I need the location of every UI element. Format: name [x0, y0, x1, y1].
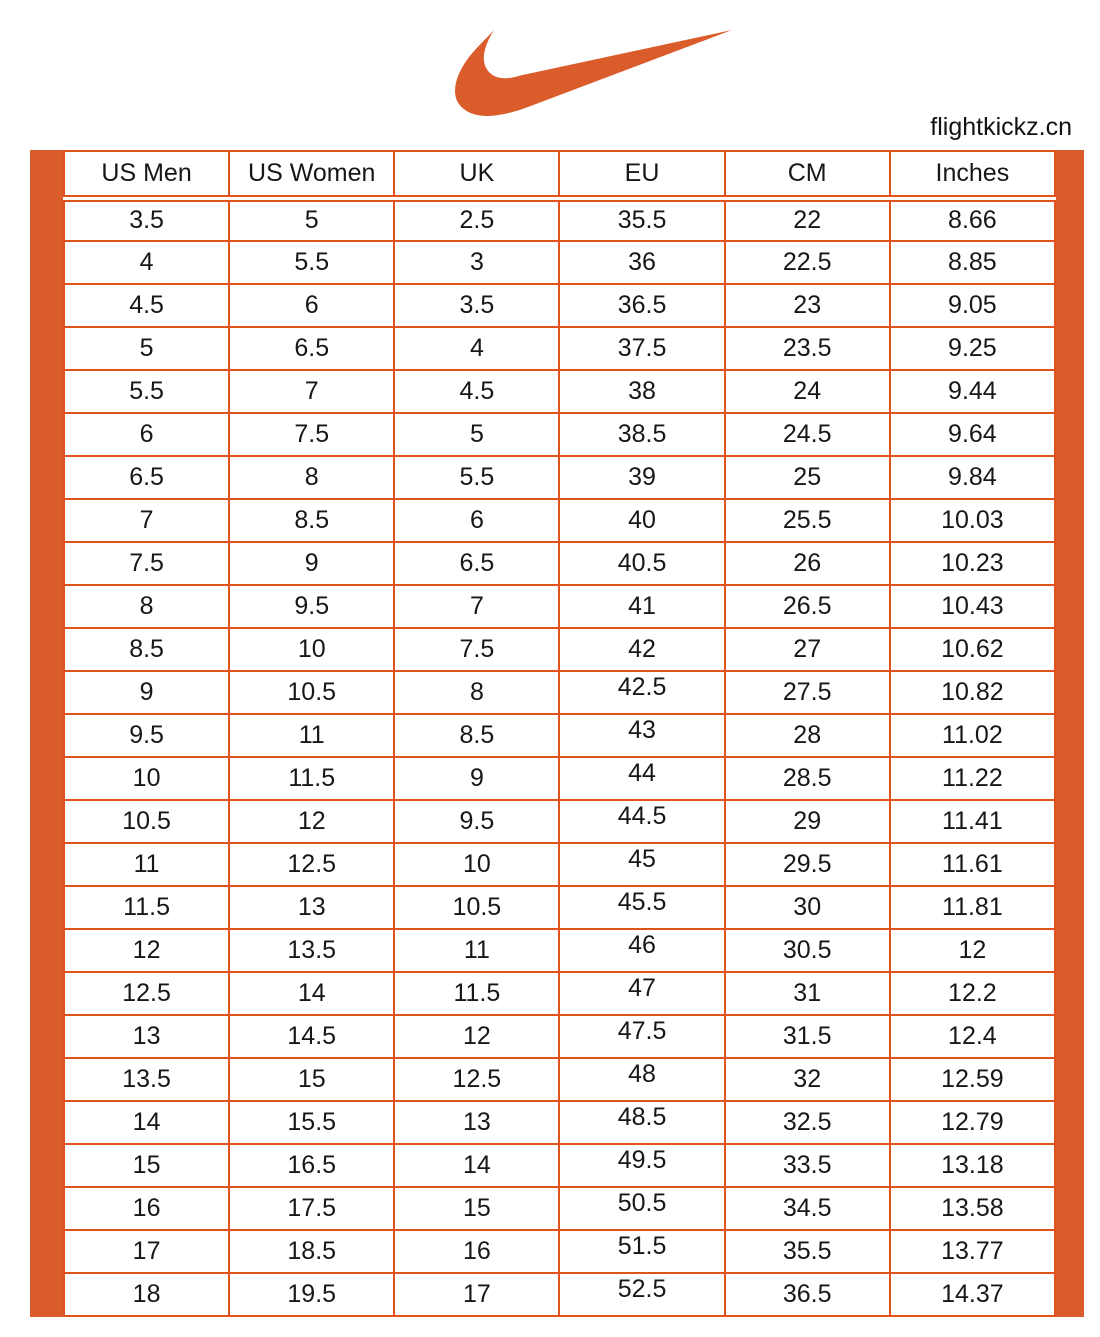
table-cell: 7: [64, 499, 229, 542]
table-cell: 11.81: [890, 886, 1055, 929]
table-cell: 29.5: [725, 843, 890, 886]
table-cell: 36.5: [725, 1273, 890, 1316]
table-row: [64, 456, 1055, 499]
table-cell: 14: [64, 1101, 229, 1144]
table-cell: 25.5: [725, 499, 890, 542]
table-cell: 6.5: [394, 542, 559, 585]
nike-swoosh-icon: [455, 28, 732, 118]
table-cell: 30.5: [725, 929, 890, 972]
table-cell: 11.41: [890, 800, 1055, 843]
table-cell: 15: [229, 1058, 394, 1101]
table-cell: 47.5: [559, 1015, 724, 1058]
table-cell: 4.5: [64, 284, 229, 327]
table-cell: 9.5: [64, 714, 229, 757]
table-cell: 11.5: [394, 972, 559, 1015]
table-cell: 47: [559, 972, 724, 1015]
table-cell: 13.58: [890, 1187, 1055, 1230]
table-cell: 5: [394, 413, 559, 456]
table-cell: 15.5: [229, 1101, 394, 1144]
table-cell: 4: [394, 327, 559, 370]
table-cell: 10: [394, 843, 559, 886]
table-cell: 13.5: [64, 1058, 229, 1101]
table-cell: 10.62: [890, 628, 1055, 671]
table-cell: 4: [64, 241, 229, 284]
table-row: [64, 843, 1055, 886]
table-cell: 38.5: [559, 413, 724, 456]
table-cell: 10.03: [890, 499, 1055, 542]
table-cell: 12.79: [890, 1101, 1055, 1144]
table-cell: 26: [725, 542, 890, 585]
table-cell: 5: [229, 198, 394, 241]
table-row: [64, 370, 1055, 413]
table-row: [64, 972, 1055, 1015]
table-cell: 9.84: [890, 456, 1055, 499]
table-cell: 25: [725, 456, 890, 499]
table-cell: 10.5: [229, 671, 394, 714]
table-row: [64, 241, 1055, 284]
table-cell: 14.5: [229, 1015, 394, 1058]
table-cell: 8.85: [890, 241, 1055, 284]
table-cell: 14: [394, 1144, 559, 1187]
table-cell: 35.5: [559, 198, 724, 241]
column-header-uk: UK: [394, 151, 559, 198]
table-cell: 10.43: [890, 585, 1055, 628]
table-cell: 7.5: [229, 413, 394, 456]
table-cell: 41: [559, 585, 724, 628]
column-header-us-men: US Men: [64, 151, 229, 198]
table-cell: 45.5: [559, 886, 724, 929]
table-cell: 31: [725, 972, 890, 1015]
table-row: [64, 542, 1055, 585]
table-cell: 13.18: [890, 1144, 1055, 1187]
table-cell: 3.5: [394, 284, 559, 327]
table-row: [64, 1101, 1055, 1144]
table-row: [64, 1230, 1055, 1273]
table-cell: 11.02: [890, 714, 1055, 757]
table-cell: 9.44: [890, 370, 1055, 413]
table-cell: 40: [559, 499, 724, 542]
table-cell: 29: [725, 800, 890, 843]
table-cell: 9.64: [890, 413, 1055, 456]
table-cell: 6: [394, 499, 559, 542]
table-cell: 23: [725, 284, 890, 327]
table-cell: 27.5: [725, 671, 890, 714]
table-cell: 12: [64, 929, 229, 972]
table-cell: 16.5: [229, 1144, 394, 1187]
table-cell: 18: [64, 1273, 229, 1316]
table-cell: 35.5: [725, 1230, 890, 1273]
table-cell: 10.5: [64, 800, 229, 843]
size-table-body: [64, 198, 1055, 1316]
table-cell: 30: [725, 886, 890, 929]
table-cell: 8: [394, 671, 559, 714]
table-cell: 5: [64, 327, 229, 370]
table-cell: 12.5: [229, 843, 394, 886]
table-cell: 51.5: [559, 1230, 724, 1273]
table-cell: 42.5: [559, 671, 724, 714]
table-cell: 10: [64, 757, 229, 800]
table-cell: 9.5: [394, 800, 559, 843]
table-cell: 7: [229, 370, 394, 413]
table-cell: 27: [725, 628, 890, 671]
table-cell: 16: [394, 1230, 559, 1273]
watermark-text: flightkickz.cn: [930, 113, 1072, 141]
table-row: [64, 1187, 1055, 1230]
table-cell: 39: [559, 456, 724, 499]
table-row: [64, 628, 1055, 671]
table-cell: 12.5: [64, 972, 229, 1015]
table-cell: 11.5: [64, 886, 229, 929]
column-header-inches: Inches: [890, 151, 1055, 198]
table-cell: 46: [559, 929, 724, 972]
table-cell: 37.5: [559, 327, 724, 370]
column-header-cm: CM: [725, 151, 890, 198]
header-row: [64, 151, 1055, 198]
table-cell: 23.5: [725, 327, 890, 370]
size-conversion-table: [63, 150, 1056, 1317]
table-cell: 24.5: [725, 413, 890, 456]
table-row: [64, 499, 1055, 542]
table-row: [64, 714, 1055, 757]
table-cell: 9.25: [890, 327, 1055, 370]
table-row: [64, 284, 1055, 327]
table-cell: 40.5: [559, 542, 724, 585]
table-cell: 12.4: [890, 1015, 1055, 1058]
table-cell: 6.5: [229, 327, 394, 370]
table-row: [64, 413, 1055, 456]
table-cell: 11: [229, 714, 394, 757]
table-cell: 9: [229, 542, 394, 585]
table-cell: 12.2: [890, 972, 1055, 1015]
table-cell: 10: [229, 628, 394, 671]
table-cell: 50.5: [559, 1187, 724, 1230]
table-cell: 38: [559, 370, 724, 413]
table-cell: 7.5: [394, 628, 559, 671]
table-cell: 13: [64, 1015, 229, 1058]
table-cell: 12: [890, 929, 1055, 972]
right-accent-bar: [1056, 150, 1084, 1317]
left-accent-bar: [30, 150, 63, 1317]
table-cell: 18.5: [229, 1230, 394, 1273]
table-cell: 8.5: [229, 499, 394, 542]
table-cell: 36.5: [559, 284, 724, 327]
table-cell: 10.23: [890, 542, 1055, 585]
table-cell: 5.5: [229, 241, 394, 284]
table-cell: 24: [725, 370, 890, 413]
table-cell: 16: [64, 1187, 229, 1230]
column-header-us-women: US Women: [229, 151, 394, 198]
table-cell: 22: [725, 198, 890, 241]
table-cell: 32.5: [725, 1101, 890, 1144]
table-row: [64, 585, 1055, 628]
table-cell: 3.5: [64, 198, 229, 241]
table-cell: 11.61: [890, 843, 1055, 886]
table-cell: 13: [229, 886, 394, 929]
table-cell: 48: [559, 1058, 724, 1101]
table-cell: 15: [64, 1144, 229, 1187]
table-cell: 7.5: [64, 542, 229, 585]
table-row: [64, 1015, 1055, 1058]
table-cell: 43: [559, 714, 724, 757]
table-cell: 33.5: [725, 1144, 890, 1187]
table-cell: 31.5: [725, 1015, 890, 1058]
table-cell: 44.5: [559, 800, 724, 843]
table-cell: 11.5: [229, 757, 394, 800]
table-cell: 28: [725, 714, 890, 757]
table-cell: 11: [64, 843, 229, 886]
table-cell: 13.77: [890, 1230, 1055, 1273]
table-cell: 7: [394, 585, 559, 628]
table-cell: 32: [725, 1058, 890, 1101]
table-cell: 11.22: [890, 757, 1055, 800]
table-cell: 8: [229, 456, 394, 499]
table-cell: 14.37: [890, 1273, 1055, 1316]
table-row: [64, 327, 1055, 370]
table-cell: 6: [64, 413, 229, 456]
table-cell: 49.5: [559, 1144, 724, 1187]
table-row: [64, 1144, 1055, 1187]
table-cell: 13.5: [229, 929, 394, 972]
table-cell: 12: [394, 1015, 559, 1058]
table-cell: 3: [394, 241, 559, 284]
table-cell: 28.5: [725, 757, 890, 800]
table-cell: 26.5: [725, 585, 890, 628]
table-cell: 10.82: [890, 671, 1055, 714]
table-cell: 45: [559, 843, 724, 886]
table-row: [64, 886, 1055, 929]
table-row: [64, 1273, 1055, 1316]
table-cell: 42: [559, 628, 724, 671]
table-cell: 12: [229, 800, 394, 843]
table-row: [64, 1058, 1055, 1101]
table-cell: 8.5: [64, 628, 229, 671]
table-row: [64, 800, 1055, 843]
table-row: [64, 671, 1055, 714]
table-cell: 13: [394, 1101, 559, 1144]
column-header-eu: EU: [559, 151, 724, 198]
table-cell: 11: [394, 929, 559, 972]
table-cell: 9: [64, 671, 229, 714]
table-cell: 22.5: [725, 241, 890, 284]
table-cell: 17: [394, 1273, 559, 1316]
size-chart-container: [30, 150, 1084, 1317]
table-cell: 14: [229, 972, 394, 1015]
table-cell: 36: [559, 241, 724, 284]
table-cell: 6: [229, 284, 394, 327]
table-cell: 5.5: [394, 456, 559, 499]
table-cell: 8: [64, 585, 229, 628]
table-cell: 6.5: [64, 456, 229, 499]
table-cell: 52.5: [559, 1273, 724, 1316]
table-row: [64, 757, 1055, 800]
table-cell: 19.5: [229, 1273, 394, 1316]
table-cell: 5.5: [64, 370, 229, 413]
table-cell: 12.5: [394, 1058, 559, 1101]
table-cell: 8.5: [394, 714, 559, 757]
table-row: [64, 929, 1055, 972]
table-cell: 9.5: [229, 585, 394, 628]
table-cell: 17: [64, 1230, 229, 1273]
table-cell: 9: [394, 757, 559, 800]
table-cell: 4.5: [394, 370, 559, 413]
table-cell: 10.5: [394, 886, 559, 929]
table-row: [64, 198, 1055, 241]
table-cell: 17.5: [229, 1187, 394, 1230]
table-cell: 48.5: [559, 1101, 724, 1144]
table-cell: 15: [394, 1187, 559, 1230]
table-cell: 34.5: [725, 1187, 890, 1230]
table-cell: 44: [559, 757, 724, 800]
table-cell: 8.66: [890, 198, 1055, 241]
table-cell: 2.5: [394, 198, 559, 241]
table-cell: 9.05: [890, 284, 1055, 327]
table-cell: 12.59: [890, 1058, 1055, 1101]
